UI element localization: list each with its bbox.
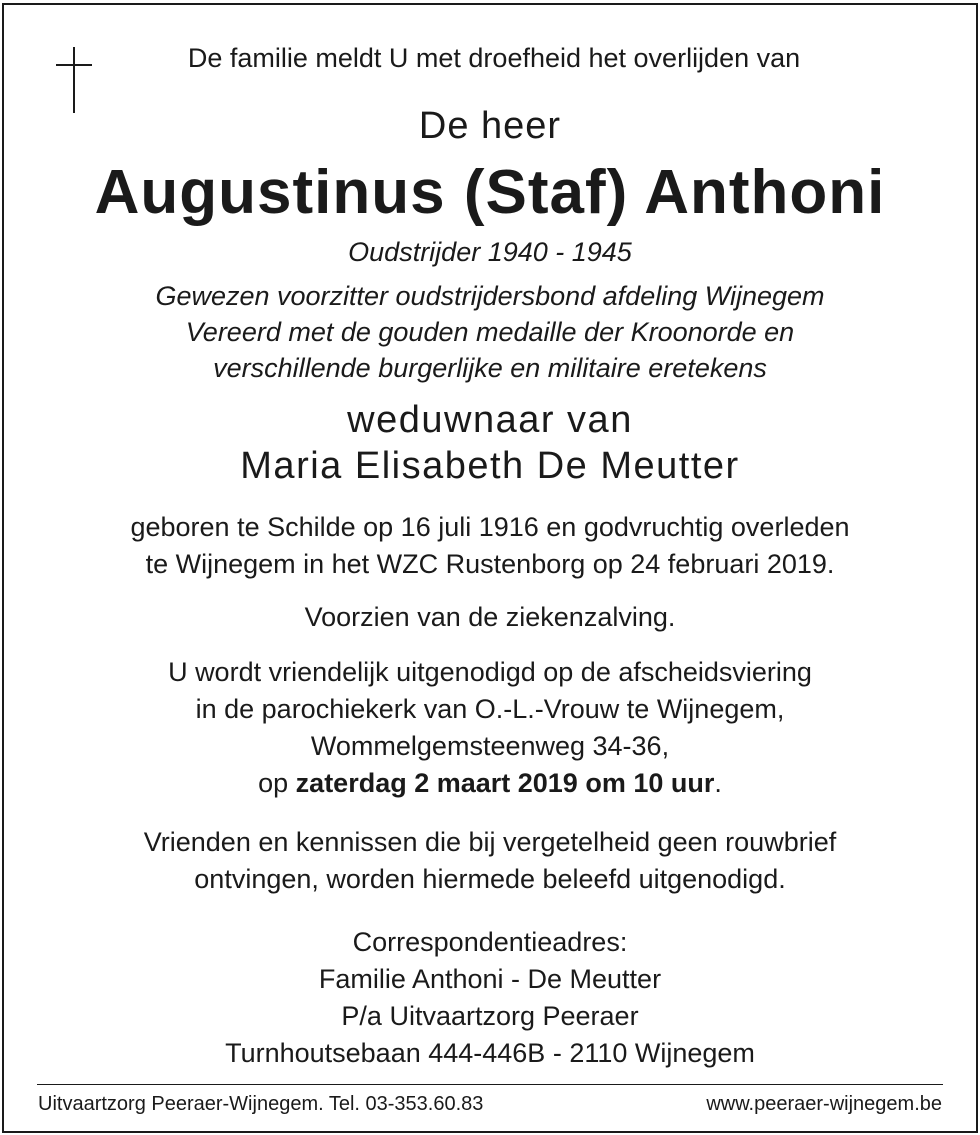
correspondence-heading: Correspondentieadres: (352, 927, 628, 957)
friends-line: ontvingen, worden hiermede beleefd uitgenodigd. (194, 864, 786, 894)
footer-divider (37, 1084, 943, 1085)
correspondence-line: Turnhoutsebaan 444-446B - 2110 Wijnegem (225, 1038, 755, 1068)
deceased-name: Augustinus (Staf) Anthoni (94, 158, 886, 227)
title-line: Oudstrijder 1940 - 1945 (348, 237, 632, 267)
invitation-line: U wordt vriendelijk uitgenodigd op de afscheidsviering (168, 657, 812, 687)
ceremony-date: zaterdag 2 maart 2019 om 10 uur (295, 768, 715, 798)
title-line: Gewezen voorzitter oudstrijdersbond afdeling Wijnegem (155, 281, 825, 311)
ceremony-suffix: . (714, 768, 722, 798)
correspondence-line: P/a Uitvaartzorg Peeraer (341, 1001, 639, 1031)
correspondence-line: Familie Anthoni - De Meutter (318, 964, 662, 994)
title-line: verschillende burgerlijke en militaire eretekens (213, 353, 767, 383)
obituary-notice (2, 3, 978, 1133)
ceremony-datetime (4, 768, 976, 799)
title-line: Vereerd met de gouden medaille der Kroonorde en (185, 317, 795, 347)
footer-contact: Uitvaartzorg Peeraer-Wijnegem. Tel. 03-353.60.83 (38, 1093, 484, 1115)
honorific: De heer (418, 105, 562, 147)
footer-website: www.peeraer-wijnegem.be (706, 1093, 942, 1115)
birth-death-line: geboren te Schilde op 16 juli 1916 en godvruchtig overleden (130, 512, 850, 542)
intro-text: De familie meldt U met droefheid het overlijden van (187, 43, 801, 73)
invitation-line: in de parochiekerk van O.-L.-Vrouw te Wijnegem, (195, 694, 785, 724)
sacrament-text: Voorzien van de ziekenzalving. (304, 602, 676, 632)
friends-line: Vrienden en kennissen die bij vergetelheid geen rouwbrief (143, 827, 837, 857)
ceremony-prefix: op (258, 768, 296, 798)
spouse-name: Maria Elisabeth De Meutter (240, 445, 740, 487)
invitation-line: Wommelgemsteenweg 34-36, (310, 731, 670, 761)
widower-label: weduwnaar van (347, 399, 633, 441)
birth-death-line: te Wijnegem in het WZC Rustenborg op 24 februari 2019. (145, 549, 835, 579)
